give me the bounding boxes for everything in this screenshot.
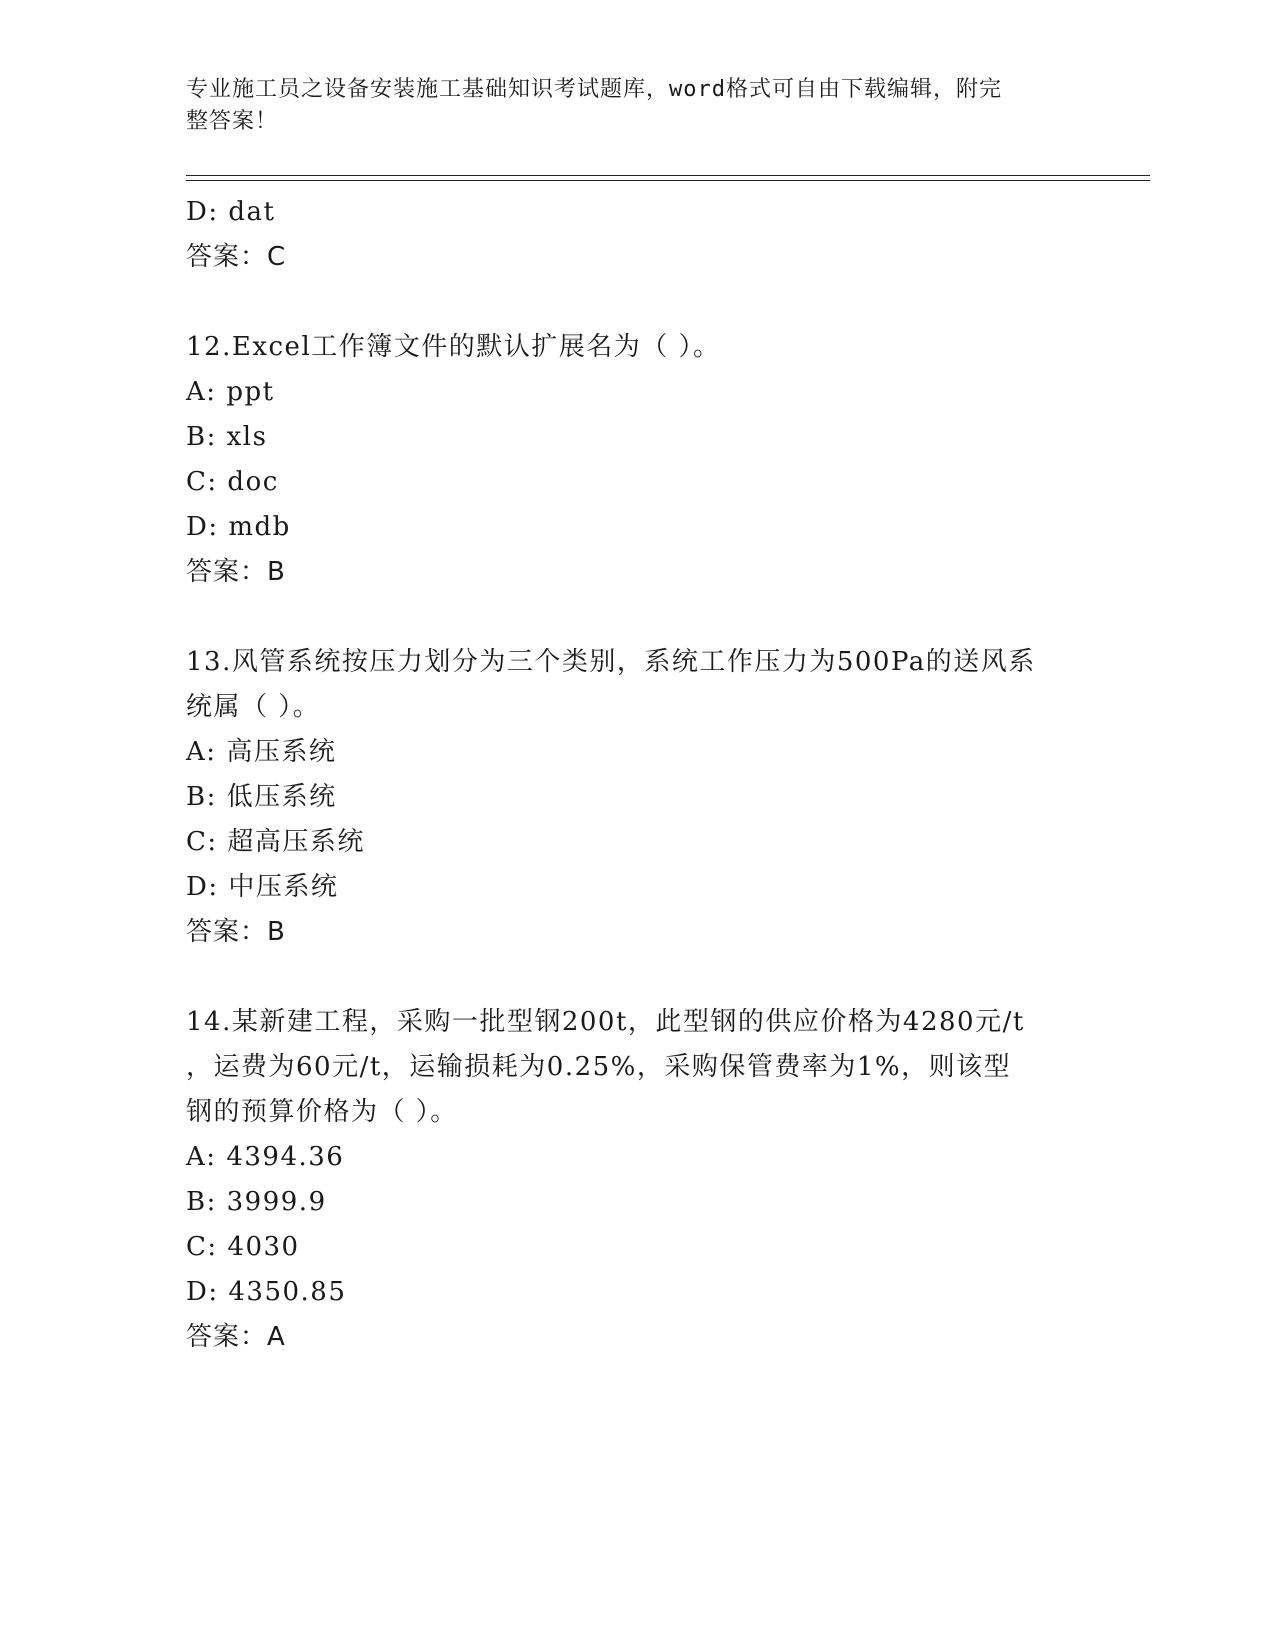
- question-list: [186, 190, 1086, 1360]
- header-title-line-2: 整答案！: [186, 109, 279, 134]
- option-value: doc: [227, 467, 279, 497]
- header-divider-bottom: [186, 180, 1150, 181]
- question-stem-line-2: ，运费为60元/t，运输损耗为0.25%，采购保管费率为1%，则该型: [186, 1052, 1012, 1082]
- option-c: [186, 460, 1086, 505]
- header-title-line-1: 专业施工员之设备安装施工基础知识考试题库，word格式可自由下载编辑，附完: [186, 77, 1002, 102]
- answer-line: 答案：C: [186, 242, 287, 272]
- option-label: D:: [186, 512, 219, 542]
- option-d: [186, 505, 1086, 550]
- question-13: [186, 640, 1086, 955]
- option-label: A:: [186, 737, 217, 767]
- option-d: [186, 1270, 1086, 1315]
- option-label: C:: [186, 467, 218, 497]
- spacer: [186, 595, 1086, 640]
- spacer: [186, 280, 1086, 325]
- option-label: C:: [186, 827, 218, 857]
- header-divider-top: [186, 175, 1150, 176]
- option-value: mdb: [228, 512, 291, 542]
- answer-line: 答案：B: [186, 917, 286, 947]
- spacer: [186, 955, 1086, 1000]
- option-value: 低压系统: [226, 782, 337, 812]
- option-value: 超高压系统: [227, 827, 365, 857]
- question-stem-line-3: 钢的预算价格为（ ）。: [186, 1097, 458, 1127]
- option-d: [186, 190, 1086, 235]
- option-label: B:: [186, 422, 217, 452]
- option-label: C:: [186, 1232, 218, 1262]
- option-value: 3999.9: [226, 1187, 327, 1217]
- option-c: [186, 820, 1086, 865]
- option-value: 4030: [227, 1232, 300, 1262]
- option-label: B:: [186, 782, 217, 812]
- answer-line: 答案：A: [186, 1322, 286, 1352]
- option-label: D:: [186, 872, 219, 902]
- answer-line: 答案：B: [186, 557, 286, 587]
- option-value: 中压系统: [228, 872, 339, 902]
- question-stem-line-1: 13.风管系统按压力划分为三个类别，系统工作压力为500Pa的送风系: [186, 647, 1036, 677]
- option-value: xls: [226, 422, 268, 452]
- option-value: 4350.85: [228, 1277, 347, 1307]
- document-header: [186, 74, 1066, 138]
- option-b: [186, 775, 1086, 820]
- option-label: B:: [186, 1187, 217, 1217]
- option-b: [186, 1180, 1086, 1225]
- option-value: dat: [228, 197, 276, 227]
- option-c: [186, 1225, 1086, 1270]
- option-b: [186, 415, 1086, 460]
- option-label: D:: [186, 197, 219, 227]
- question-14: [186, 1000, 1086, 1360]
- question-stem-line-2: 统属（ ）。: [186, 692, 321, 722]
- option-value: 4394.36: [226, 1142, 345, 1172]
- option-a: [186, 1135, 1086, 1180]
- question-stem: 12.Excel工作簿文件的默认扩展名为（ ）。: [186, 332, 721, 362]
- option-label: D:: [186, 1277, 219, 1307]
- option-label: A:: [186, 377, 217, 407]
- option-a: [186, 370, 1086, 415]
- option-label: A:: [186, 1142, 217, 1172]
- question-12: [186, 325, 1086, 595]
- option-d: [186, 865, 1086, 910]
- option-value: 高压系统: [226, 737, 337, 767]
- question-stem-line-1: 14.某新建工程，采购一批型钢200t，此型钢的供应价格为4280元/t: [186, 1007, 1025, 1037]
- option-value: ppt: [226, 377, 275, 407]
- option-a: [186, 730, 1086, 775]
